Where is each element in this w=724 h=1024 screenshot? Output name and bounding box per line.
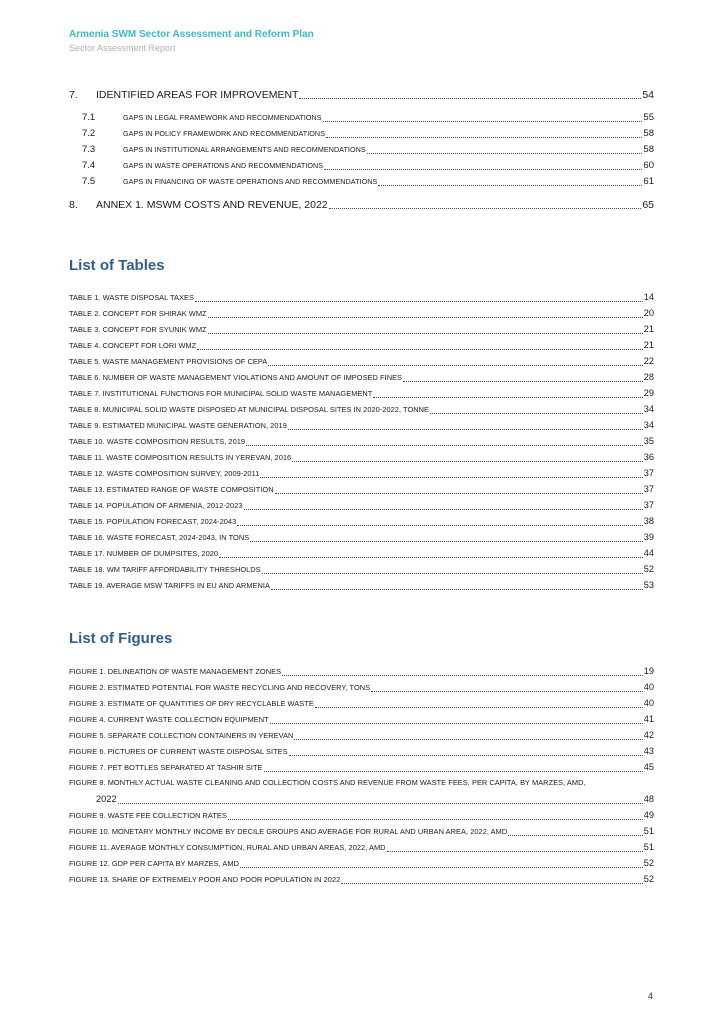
toc-entry-8[interactable]: 8. ANNEX 1. MSWM COSTS AND REVENUE, 2022 65 xyxy=(69,199,654,211)
toc-entry-7[interactable]: 7. IDENTIFIED AREAS FOR IMPROVEMENT 54 xyxy=(69,89,654,101)
toc-entry-7-5[interactable]: 7.5 GAPS IN FINANCING OF WASTE OPERATIONS AND RECOMMENDATIONS 61 xyxy=(82,176,654,187)
table-entry[interactable]: TABLE 4. CONCEPT FOR LORI WMZ 21 xyxy=(69,340,654,350)
table-entry[interactable]: TABLE 14. POPULATION OF ARMENIA, 2012-2023 37 xyxy=(69,500,654,510)
table-entry[interactable]: TABLE 3. CONCEPT FOR SYUNIK WMZ 21 xyxy=(69,324,654,334)
figure-entry[interactable]: FIGURE 13. SHARE OF EXTREMELY POOR AND POOR POPULATION IN 2022 52 xyxy=(69,874,654,884)
header-title: Armenia SWM Sector Assessment and Reform Plan xyxy=(69,29,314,40)
table-entry[interactable]: TABLE 8. MUNICIPAL SOLID WASTE DISPOSED AT MUNICIPAL DISPOSAL SITES IN 2020-2022, TONNE 34 xyxy=(69,404,654,414)
figure-entry[interactable]: FIGURE 4. CURRENT WASTE COLLECTION EQUIPMENT 41 xyxy=(69,714,654,724)
table-entry[interactable]: TABLE 6. NUMBER OF WASTE MANAGEMENT VIOLATIONS AND AMOUNT OF IMPOSED FINES 28 xyxy=(69,372,654,382)
header-subtitle: Sector Assessment Report xyxy=(69,43,176,53)
list-of-tables-heading: List of Tables xyxy=(69,257,165,274)
figure-entry[interactable]: FIGURE 11. AVERAGE MONTHLY CONSUMPTION, RURAL AND URBAN AREAS, 2022, AMD 51 xyxy=(69,842,654,852)
figure-entry-continuation[interactable]: 2022 48 xyxy=(96,794,654,804)
figure-entry[interactable]: FIGURE 9. WASTE FEE COLLECTION RATES 49 xyxy=(69,810,654,820)
table-entry[interactable]: TABLE 7. INSTITUTIONAL FUNCTIONS FOR MUNICIPAL SOLID WASTE MANAGEMENT 29 xyxy=(69,388,654,398)
table-entry[interactable]: TABLE 13. ESTIMATED RANGE OF WASTE COMPOSITION 37 xyxy=(69,484,654,494)
figure-entry[interactable]: FIGURE 8. MONTHLY ACTUAL WASTE CLEANING AND COLLECTION COSTS AND REVENUE FROM WASTE FEES, PER CAPITA, BY MARZES, AMD, xyxy=(69,778,586,787)
table-entry[interactable]: TABLE 19. AVERAGE MSW TARIFFS IN EU AND ARMENIA 53 xyxy=(69,580,654,590)
table-entry[interactable]: TABLE 9. ESTIMATED MUNICIPAL WASTE GENERATION, 2019 34 xyxy=(69,420,654,430)
page-number: 4 xyxy=(648,991,654,1001)
table-entry[interactable]: TABLE 5. WASTE MANAGEMENT PROVISIONS OF CEPA 22 xyxy=(69,356,654,366)
toc-entry-7-2[interactable]: 7.2 GAPS IN POLICY FRAMEWORK AND RECOMMENDATIONS 58 xyxy=(82,128,654,139)
list-of-figures-heading: List of Figures xyxy=(69,630,173,647)
table-entry[interactable]: TABLE 16. WASTE FORECAST, 2024-2043, IN TONS 39 xyxy=(69,532,654,542)
table-entry[interactable]: TABLE 10. WASTE COMPOSITION RESULTS, 2019 35 xyxy=(69,436,654,446)
table-entry[interactable]: TABLE 2. CONCEPT FOR SHIRAK WMZ 20 xyxy=(69,308,654,318)
figure-entry[interactable]: FIGURE 7. PET BOTTLES SEPARATED AT TASHIR SITE 45 xyxy=(69,762,654,772)
table-entry[interactable]: TABLE 18. WM TARIFF AFFORDABILITY THRESHOLDS 52 xyxy=(69,564,654,574)
table-entry[interactable]: TABLE 12. WASTE COMPOSITION SURVEY, 2009-2011 37 xyxy=(69,468,654,478)
figure-entry[interactable]: FIGURE 5. SEPARATE COLLECTION CONTAINERS IN YEREVAN 42 xyxy=(69,730,654,740)
figure-entry[interactable]: FIGURE 2. ESTIMATED POTENTIAL FOR WASTE RECYCLING AND RECOVERY, TONS 40 xyxy=(69,682,654,692)
figure-entry[interactable]: FIGURE 12. GDP PER CAPITA BY MARZES, AMD 52 xyxy=(69,858,654,868)
table-entry[interactable]: TABLE 17. NUMBER OF DUMPSITES, 2020 44 xyxy=(69,548,654,558)
figure-entry[interactable]: FIGURE 6. PICTURES OF CURRENT WASTE DISPOSAL SITES 43 xyxy=(69,746,654,756)
figure-entry[interactable]: FIGURE 3. ESTIMATE OF QUANTITIES OF DRY RECYCLABLE WASTE 40 xyxy=(69,698,654,708)
toc-entry-7-3[interactable]: 7.3 GAPS IN INSTITUTIONAL ARRANGEMENTS AND RECOMMENDATIONS 58 xyxy=(82,144,654,155)
figure-entry[interactable]: FIGURE 1. DELINEATION OF WASTE MANAGEMENT ZONES 19 xyxy=(69,666,654,676)
toc-entry-7-1[interactable]: 7.1 GAPS IN LEGAL FRAMEWORK AND RECOMMENDATIONS 55 xyxy=(82,112,654,123)
table-entry[interactable]: TABLE 1. WASTE DISPOSAL TAXES 14 xyxy=(69,292,654,302)
figure-entry[interactable]: FIGURE 10. MONETARY MONTHLY INCOME BY DECILE GROUPS AND AVERAGE FOR RURAL AND URBAN AREA, 2022, AMD 51 xyxy=(69,826,654,836)
table-entry[interactable]: TABLE 15. POPULATION FORECAST, 2024-2043 38 xyxy=(69,516,654,526)
table-entry[interactable]: TABLE 11. WASTE COMPOSITION RESULTS IN YEREVAN, 2016 36 xyxy=(69,452,654,462)
toc-entry-7-4[interactable]: 7.4 GAPS IN WASTE OPERATIONS AND RECOMMENDATIONS 60 xyxy=(82,160,654,171)
